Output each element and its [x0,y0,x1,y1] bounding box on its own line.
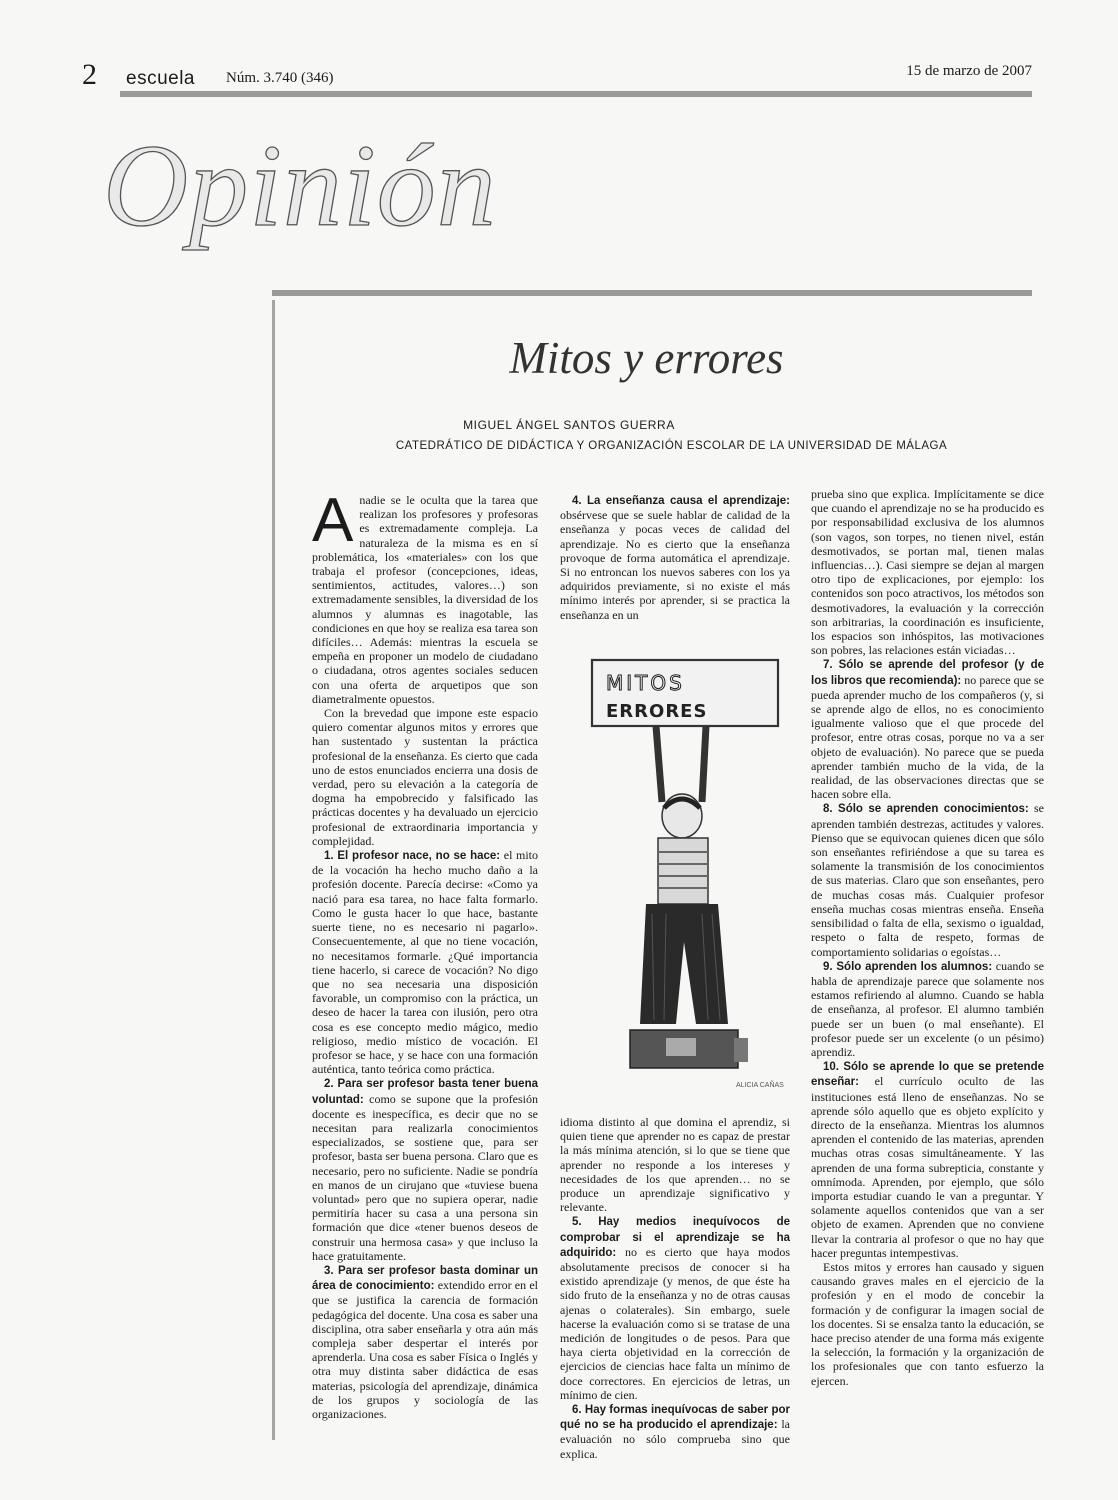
point-6-heading: 6. Hay formas inequívocas de saber por qué no se ha producido el aprendizaje: [560,1404,790,1432]
sign-text-2: ERRORES [606,701,708,722]
article-column-2-bottom [560,1115,790,1461]
issue-number: Núm. 3.740 (346) [226,70,334,86]
intro-paragraph-2: Con la brevedad que impone este espacio quiero comentar algunos mitos y errores que han sustentado y sustentan la práctica profesional de la enseñanza. Es cierto que cada uno de estos enunciados encierra una dosis de verdad, pero su elevación a la categoría de dogma ha empobrecido y falsificado las prácticas docentes y ha devaluado un ejercicio profesional de extraordinaria importancia y complejidad. [312,706,538,848]
point-3: 3. Para ser profesor basta dominar un área de conocimiento: extendido error en el que se justifica la carencia de formación pedagógica del docente. Una cosa es saber una disciplina, otra saber enseñarla y otra aún más compleja saber despertar el interés por aprenderla. Una cosa es saber Física o Inglés y otra muy distinta saber didáctica de esas materias, psicología del aprendizaje, dinámica de los grupos y sociología de las organizaciones. [312,1264,538,1421]
closing-paragraph: Estos mitos y errores han causado y siguen causando graves males en el ejercicio de la profesión y en el modo de concebir la formación y de configurar la imagen social de los docentes. Si se ensalza tanto la educación, se hace preciso atender de una forma más exigente la selección, la formación y la organización de los profesionales que con tanto esfuerzo la ejercen. [811,1259,1044,1388]
section-name: escuela [126,68,195,89]
article-column-1 [312,486,539,1421]
illustration [578,652,790,1100]
masthead-rule [272,290,1032,296]
point-2-heading: 2. Para ser profesor basta tener buena voluntad: [312,1078,538,1106]
point-10: 10. Sólo se aprende lo que se pretende enseñar: el currículo oculto de las instituciones está lleno de enseñanzas. No se aprende sólo aquello que es objeto explícito y directo de la enseñanza. Mientras los alumnos aprenden el contenido de las materias, aprenden muchas otras cosas simultáneamente. Y las aprenden de una forma subrepticia, constante y omnímoda. Aprenden, por ejemplo, que sólo importa estudiar cuando le van a preguntar. Y solamente aquellos contenidos que van a ser objeto de examen. Aprenden que no conviene llevar la contraria al profesor o que no hay que hacer preguntas intempestivas. [811,1061,1044,1260]
article-column-2-top [560,493,790,622]
point-9-heading: 9. Sólo aprenden los alumnos: [823,960,993,973]
drop-cap: A [312,486,354,555]
article-author: MIGUEL ÁNGEL SANTOS GUERRA [463,418,675,432]
point-4: 4. La enseñanza causa el aprendizaje: obsérvese que se suele hablar de calidad de la enseñanza y pocas veces de calidad del aprendizaje. No es cierto que la enseñanza provoque de forma automática el aprendizaje. Si no entroncan los nuevos saberes con los ya adquiridos previamente, si no existe el más mínimo interés por aprender, si se practica la enseñanza en un [560,495,790,622]
point-7-heading: 7. Sólo se aprende del profesor (y de los libros que recomienda): [811,659,1044,687]
illustrator-signature: ALICIA CAÑAS [736,1082,784,1089]
margin-rule [272,300,275,1440]
author-affiliation: CATEDRÁTICO DE DIDÁCTICA Y ORGANIZACIÓN ESCOLAR DE LA UNIVERSIDAD DE MÁLAGA [395,440,948,452]
point-1-heading: 1. El profesor nace, no se hace: [324,850,501,863]
point-4-continued: idioma distinto al que domina el aprendiz, si quien tiene que aprender no es capaz de prestar la más mínima atención, si lo que se tiene que aprender no responde a los intereses y necesidades de los que aprenden… no se produce un aprendizaje significativo y relevante. [560,1115,790,1215]
point-8-heading: 8. Sólo se aprenden conocimientos: [823,803,1029,816]
point-6-continued: prueba sino que explica. Implícitamente se dice que cuando el aprendizaje no se ha producido es por responsabilidad exclusiva de los alumnos (son vagos, son torpes, no tienen nivel, están desmotivados, se portan mal, tienen malas influencias…). Casi siempre se dejan al margen otro tipo de explicaciones, por ejemplo: los contenidos son poco atractivos, los métodos son desmotivadores, la evaluación y la corrección son arbitrarias, la coordinación es insuficiente, los espacios son inhóspitos, las motivaciones son pobres, las relaciones están viciadas… [811,487,1044,658]
article-title: Mitos y errores [509,333,784,383]
article-column-3 [811,487,1044,1388]
point-9: 9. Sólo aprenden los alumnos: cuando se habla de aprendizaje parece que solamente nos estamos refiriendo al alumno. Cuando se habla de enseñanza, al profesor. El alumno también puede ser un buen (o mal enseñante). El profesor puede ser un excelente (o un pésimo) aprendiz. [811,958,1044,1059]
sign-text-1: MITOS [606,671,685,695]
point-6: 6. Hay formas inequívocas de saber por qué no se ha producido el aprendizaje: la evaluación no sólo comprueba sino que explica. [560,1404,790,1461]
issue-date: 15 de marzo de 2007 [906,63,1032,79]
intro-paragraph-1: Anadie se le oculta que la tarea que realizan los profesores y profesoras es extremadamente compleja. La naturaleza de la misma es en sí problemática, los «materiales» con los que trabaja el profesor (concepciones, ideas, sentimientos, actitudes, valores…) son extremadamente sensibles, la diversidad de los alumnos y alumnas es inagotable, las condiciones en que hoy se realiza esa tarea son difíciles… Además: mientras la escuela se empeña en proponer un modelo de ciudadano o ciudadana, otros agentes sociales seducen con una oferta de arquetipos que son diametralmente opuestos. [312,486,538,706]
point-5: 5. Hay medios inequívocos de comprobar si el aprendizaje se ha adquirido: no es cierto que haya modos absolutamente precisos de conocer si ha existido aprendizaje (y menos, de que éste ha sido fruto de la enseñanza y no de otras causas ajenas o colaterales). Sin embargo, suele hacerse la evaluación como si se tratase de una medición de longitudes o de pesos. Para que haya cierta objetividad en la corrección de ejercicios de ciencias hace falta un mínimo de doce correctores. En ejercicios de letras, un mínimo de cien. [560,1216,791,1402]
header-rule [120,91,1032,97]
point-5-heading: 5. Hay medios inequívocos de comprobar si el aprendizaje se ha adquirido: [560,1216,790,1259]
point-4-heading: 4. La enseñanza causa el aprendizaje: [572,495,790,507]
section-masthead: Opinión [103,120,497,251]
point-1: 1. El profesor nace, no se hace: el mito de la vocación ha hecho mucho daño a la profesión docente. Parecía decirse: «Como ya nació para esa tarea, no hace falta formarlo. Como le gusta hacer lo que hace, bastante suerte tiene, no es necesario ni pagarlo». Consecuentemente, al que no tiene vocación, no necesitamos formarle. ¿Qué importancia tiene hacerlo, si carece de vocación? No digo que no sea necesaria una disposición favorable, un compromiso con la práctica, un deseo de hacer la tarea con ilusión, pero otra cosa es ese concepto medio mágico, medio religioso, medio místico de vocación. El profesor se hace, y se hace con una formación auténtica, tanto teórica como práctica. [312,848,539,1077]
point-10-heading: 10. Sólo se aprende lo que se pretende enseñar: [811,1061,1044,1089]
page-number: 2 [82,58,97,91]
point-8: 8. Sólo se aprenden conocimientos: se aprenden también destrezas, actitudes y valores. Pienso que se equivocan quienes dicen que sólo son enseñantes refiriéndose a que su tarea es solamente la transmisión de los conocimientos de sus materias. Claro que son enseñantes, pero de muchas cosas más. Cualquier profesor enseña muchas cosas mientras enseña. Enseña sensibilidad o falta de ella, sexismo o igualdad, respeto o falta de respeto, formas de comportamiento solidarias o egoístas… [811,801,1044,959]
point-2: 2. Para ser profesor basta tener buena voluntad: como se supone que la profesión docente es inespecífica, es decir que no se necesitan para realizarla conocimientos especializados, se sostiene que, para ser profesor, basta ser buena persona. Claro que es necesario, pero no suficiente. Nadie se pondría en manos de un cirujano que «tuviese buena voluntad» pero que no supiera operar, nadie permitiría hacer su casa a una persona sin formación que dice «tener buenos deseos de construir una hermosa casa» y que incluso la hace gratuitamente. [312,1078,539,1263]
point-7: 7. Sólo se aprende del profesor (y de los libros que recomienda): no parece que se pueda aprender mucho de los compañeros (y, si se aprende algo de ellos, no es conocimiento igualmente valioso que el que procede del profesor, entre otras cosas, porque no va a ser objeto de evaluación). No parece que se pueda aprender también mucho de la vida, de la realidad, de las observaciones directas que se hacen sobre ella. [811,659,1045,802]
point-3-heading: 3. Para ser profesor basta dominar un área de conocimiento: [312,1264,538,1293]
